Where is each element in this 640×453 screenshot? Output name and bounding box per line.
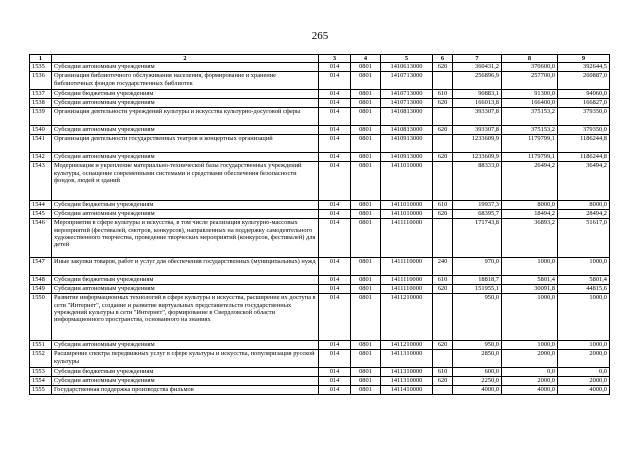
expense-type <box>433 294 453 341</box>
ministry-code: 014 <box>319 276 351 285</box>
ministry-code: 014 <box>319 341 351 350</box>
amount-col-9: 260887,0 <box>558 72 610 90</box>
row-name: Государственная поддержка производства фильмов <box>52 386 319 395</box>
row-number: 1537 <box>30 90 52 99</box>
amount-col-9: 2000,0 <box>558 377 610 386</box>
amount-col-8: 375153,2 <box>502 126 558 135</box>
amount-col-7: 393307,8 <box>453 126 502 135</box>
expense-type: 610 <box>433 276 453 285</box>
expense-type: 620 <box>433 153 453 162</box>
amount-col-8: 2000,0 <box>502 350 558 368</box>
ministry-code: 014 <box>319 153 351 162</box>
amount-col-8: 5801,4 <box>502 276 558 285</box>
ministry-code: 014 <box>319 108 351 126</box>
amount-col-9: 166827,0 <box>558 99 610 108</box>
row-name: Субсидии бюджетным учреждениям <box>52 276 319 285</box>
target-article: 1410713000 <box>381 99 433 108</box>
row-number: 1546 <box>30 219 52 258</box>
amount-col-9: 1000,0 <box>558 294 610 341</box>
row-name: Субсидии автономным учреждениям <box>52 341 319 350</box>
amount-col-7: 1233609,9 <box>453 135 502 153</box>
table-row <box>30 368 610 377</box>
amount-col-8: 36893,2 <box>502 219 558 258</box>
row-number: 1555 <box>30 386 52 395</box>
row-name: Иные закупки товаров, работ и услуг для обеспечения государственных (муниципальных) нужд <box>52 258 319 276</box>
amount-col-7: 1233609,9 <box>453 153 502 162</box>
expense-type <box>433 386 453 395</box>
header-cell: 2 <box>52 55 319 63</box>
amount-col-9: 28494,2 <box>558 210 610 219</box>
table-row <box>30 377 610 386</box>
section-code: 0801 <box>351 72 381 90</box>
section-code: 0801 <box>351 153 381 162</box>
section-code: 0801 <box>351 368 381 377</box>
target-article: 1411210000 <box>381 341 433 350</box>
target-article: 1410713000 <box>381 90 433 99</box>
target-article: 1410713000 <box>381 72 433 90</box>
amount-col-9: 2000,0 <box>558 350 610 368</box>
section-code: 0801 <box>351 386 381 395</box>
amount-col-8: 26494,2 <box>502 162 558 201</box>
row-number: 1548 <box>30 276 52 285</box>
header-cell: 9 <box>558 55 610 63</box>
table-row <box>30 285 610 294</box>
ministry-code: 014 <box>319 350 351 368</box>
table-row <box>30 350 610 368</box>
amount-col-8: 257700,0 <box>502 72 558 90</box>
ministry-code: 014 <box>319 368 351 377</box>
section-code: 0801 <box>351 210 381 219</box>
ministry-code: 014 <box>319 162 351 201</box>
table-row <box>30 108 610 126</box>
ministry-code: 014 <box>319 386 351 395</box>
row-number: 1544 <box>30 201 52 210</box>
expense-type: 620 <box>433 126 453 135</box>
section-code: 0801 <box>351 201 381 210</box>
amount-col-9: 379350,0 <box>558 126 610 135</box>
amount-col-8: 1000,0 <box>502 294 558 341</box>
amount-col-8: 4000,0 <box>502 386 558 395</box>
header-cell: 4 <box>351 55 381 63</box>
row-number: 1536 <box>30 72 52 90</box>
amount-col-9: 51617,0 <box>558 219 610 258</box>
amount-col-8: 2000,0 <box>502 377 558 386</box>
row-name: Субсидии автономным учреждениям <box>52 377 319 386</box>
table-row <box>30 219 610 258</box>
page-number: 265 <box>311 30 329 42</box>
expense-type: 610 <box>433 90 453 99</box>
table-row <box>30 135 610 153</box>
row-name: Организация библиотечного обслуживания населения, формирование и хранение библиотечных фондов государственных библиотек <box>52 72 319 90</box>
section-code: 0801 <box>351 108 381 126</box>
target-article: 1410913000 <box>381 153 433 162</box>
section-code: 0801 <box>351 285 381 294</box>
amount-col-8: 166400,0 <box>502 99 558 108</box>
row-name: Мероприятия в сфере культуры и искусства, в том числе реализация культурно-массовых мероприятий (фестивалей, смотров, конкурсов), направленных на поддержку самодеятельного художественного творчества, проведение творческих мероприятий (конкурсов, фестивалей) для детей <box>52 219 319 258</box>
expense-type: 620 <box>433 99 453 108</box>
row-number: 1541 <box>30 135 52 153</box>
amount-col-9: 1000,0 <box>558 341 610 350</box>
ministry-code: 014 <box>319 201 351 210</box>
expense-type: 620 <box>433 210 453 219</box>
row-name: Субсидии автономным учреждениям <box>52 210 319 219</box>
amount-col-7: 950,0 <box>453 341 502 350</box>
expense-type: 620 <box>433 285 453 294</box>
amount-col-7: 18818,7 <box>453 276 502 285</box>
row-number: 1551 <box>30 341 52 350</box>
table-row <box>30 276 610 285</box>
expense-type: 620 <box>433 341 453 350</box>
amount-col-9: 5801,4 <box>558 276 610 285</box>
row-number: 1535 <box>30 63 52 72</box>
ministry-code: 014 <box>319 135 351 153</box>
row-number: 1542 <box>30 153 52 162</box>
row-name: Субсидии автономным учреждениям <box>52 63 319 72</box>
amount-col-7: 171743,8 <box>453 219 502 258</box>
row-name: Субсидии бюджетным учреждениям <box>52 90 319 99</box>
expense-type: 620 <box>433 377 453 386</box>
row-number: 1539 <box>30 108 52 126</box>
table-row <box>30 99 610 108</box>
header-cell: 1 <box>30 55 52 63</box>
amount-col-7: 2850,0 <box>453 350 502 368</box>
ministry-code: 014 <box>319 126 351 135</box>
table-row <box>30 72 610 90</box>
row-name: Субсидии автономным учреждениям <box>52 99 319 108</box>
amount-col-9: 1000,0 <box>558 258 610 276</box>
section-code: 0801 <box>351 99 381 108</box>
expense-type <box>433 72 453 90</box>
expense-type <box>433 350 453 368</box>
row-number: 1550 <box>30 294 52 341</box>
header-cell: 6 <box>433 55 453 63</box>
amount-col-9: 36494,2 <box>558 162 610 201</box>
amount-col-7: 360431,2 <box>453 63 502 72</box>
ministry-code: 014 <box>319 258 351 276</box>
amount-col-7: 68395,7 <box>453 210 502 219</box>
table-row <box>30 126 610 135</box>
budget-table <box>29 54 610 395</box>
row-name: Развитие информационных технологий в сфере культуры и искусства, расширение их доступа в сети "Интернет", создание и развитие виртуальных представительств государственных учреждений культуры в сети "Интернет", формирование в Свердловской области информационного пространства, основанного на знаниях <box>52 294 319 341</box>
amount-col-8: 8000,0 <box>502 201 558 210</box>
ministry-code: 014 <box>319 63 351 72</box>
target-article: 1411010000 <box>381 162 433 201</box>
amount-col-9: 94060,0 <box>558 90 610 99</box>
table-row <box>30 201 610 210</box>
section-code: 0801 <box>351 341 381 350</box>
header-cell: 7 <box>453 55 502 63</box>
expense-type: 610 <box>433 201 453 210</box>
amount-col-8: 30091,8 <box>502 285 558 294</box>
section-code: 0801 <box>351 350 381 368</box>
target-article: 1410613000 <box>381 63 433 72</box>
table-row <box>30 386 610 395</box>
target-article: 1411310000 <box>381 350 433 368</box>
header-row <box>30 55 610 63</box>
row-number: 1543 <box>30 162 52 201</box>
amount-col-7: 90883,1 <box>453 90 502 99</box>
amount-col-8: 18494,2 <box>502 210 558 219</box>
ministry-code: 014 <box>319 210 351 219</box>
table-row <box>30 162 610 201</box>
expense-type <box>433 162 453 201</box>
expense-type: 610 <box>433 368 453 377</box>
amount-col-9: 44815,6 <box>558 285 610 294</box>
section-code: 0801 <box>351 377 381 386</box>
amount-col-7: 256896,9 <box>453 72 502 90</box>
amount-col-8: 0,0 <box>502 368 558 377</box>
section-code: 0801 <box>351 276 381 285</box>
table-row <box>30 341 610 350</box>
row-name: Субсидии бюджетным учреждениям <box>52 368 319 377</box>
target-article: 1410813000 <box>381 126 433 135</box>
target-article: 1411410000 <box>381 386 433 395</box>
expense-type <box>433 108 453 126</box>
amount-col-7: 600,0 <box>453 368 502 377</box>
amount-col-8: 370600,0 <box>502 63 558 72</box>
section-code: 0801 <box>351 219 381 258</box>
header-cell: 3 <box>319 55 351 63</box>
amount-col-9: 4000,0 <box>558 386 610 395</box>
amount-col-9: 1186244,8 <box>558 135 610 153</box>
amount-col-7: 950,0 <box>453 294 502 341</box>
section-code: 0801 <box>351 258 381 276</box>
section-code: 0801 <box>351 63 381 72</box>
amount-col-9: 379350,0 <box>558 108 610 126</box>
row-number: 1554 <box>30 377 52 386</box>
target-article: 1411110000 <box>381 285 433 294</box>
table-row <box>30 210 610 219</box>
amount-col-9: 8000,0 <box>558 201 610 210</box>
row-name: Организация деятельности учреждений культуры и искусства культурно-досуговой сферы <box>52 108 319 126</box>
table-body <box>30 63 610 395</box>
target-article: 1411110000 <box>381 276 433 285</box>
amount-col-7: 393307,8 <box>453 108 502 126</box>
row-name: Субсидии бюджетным учреждениям <box>52 201 319 210</box>
expense-type <box>433 135 453 153</box>
amount-col-8: 91300,0 <box>502 90 558 99</box>
row-name: Организация деятельности государственных театров и концертных организаций <box>52 135 319 153</box>
row-number: 1552 <box>30 350 52 368</box>
target-article: 1410913000 <box>381 135 433 153</box>
target-article: 1411010000 <box>381 201 433 210</box>
amount-col-9: 392644,5 <box>558 63 610 72</box>
header-cell: 8 <box>502 55 558 63</box>
amount-col-8: 375153,2 <box>502 108 558 126</box>
amount-col-7: 151955,1 <box>453 285 502 294</box>
table-row <box>30 258 610 276</box>
amount-col-7: 4000,0 <box>453 386 502 395</box>
amount-col-7: 2250,0 <box>453 377 502 386</box>
section-code: 0801 <box>351 135 381 153</box>
amount-col-7: 970,0 <box>453 258 502 276</box>
row-name: Субсидии автономным учреждениям <box>52 126 319 135</box>
ministry-code: 014 <box>319 99 351 108</box>
row-name: Субсидии автономным учреждениям <box>52 153 319 162</box>
section-code: 0801 <box>351 126 381 135</box>
section-code: 0801 <box>351 294 381 341</box>
ministry-code: 014 <box>319 285 351 294</box>
ministry-code: 014 <box>319 72 351 90</box>
target-article: 1410813000 <box>381 108 433 126</box>
amount-col-8: 1000,0 <box>502 258 558 276</box>
table-row <box>30 294 610 341</box>
target-article: 1411310000 <box>381 377 433 386</box>
section-code: 0801 <box>351 162 381 201</box>
amount-col-7: 88333,0 <box>453 162 502 201</box>
ministry-code: 014 <box>319 90 351 99</box>
target-article: 1411010000 <box>381 210 433 219</box>
amount-col-8: 1000,0 <box>502 341 558 350</box>
amount-col-9: 0,0 <box>558 368 610 377</box>
target-article: 1411110000 <box>381 219 433 258</box>
row-name: Модернизация и укрепление материально-технической базы государственных учреждений культуры, оснащение современными системами и средствами обеспечения безопасности фондов, людей и зданий <box>52 162 319 201</box>
amount-col-9: 1186244,8 <box>558 153 610 162</box>
target-article: 1411110000 <box>381 258 433 276</box>
row-number: 1540 <box>30 126 52 135</box>
amount-col-7: 19937,3 <box>453 201 502 210</box>
expense-type <box>433 219 453 258</box>
row-number: 1549 <box>30 285 52 294</box>
row-number: 1553 <box>30 368 52 377</box>
row-number: 1547 <box>30 258 52 276</box>
row-number: 1538 <box>30 99 52 108</box>
row-name: Субсидии автономным учреждениям <box>52 285 319 294</box>
table-row <box>30 90 610 99</box>
table-row <box>30 153 610 162</box>
ministry-code: 014 <box>319 377 351 386</box>
target-article: 1411310000 <box>381 368 433 377</box>
amount-col-7: 166013,8 <box>453 99 502 108</box>
table-row <box>30 63 610 72</box>
section-code: 0801 <box>351 90 381 99</box>
amount-col-8: 1179799,1 <box>502 135 558 153</box>
row-name: Расширение спектра передвижных услуг в сфере культуры и искусства, популяризация русской культуры <box>52 350 319 368</box>
expense-type: 620 <box>433 63 453 72</box>
ministry-code: 014 <box>319 294 351 341</box>
amount-col-8: 1179799,1 <box>502 153 558 162</box>
target-article: 1411210000 <box>381 294 433 341</box>
ministry-code: 014 <box>319 219 351 258</box>
expense-type: 240 <box>433 258 453 276</box>
header-cell: 5 <box>381 55 433 63</box>
row-number: 1545 <box>30 210 52 219</box>
